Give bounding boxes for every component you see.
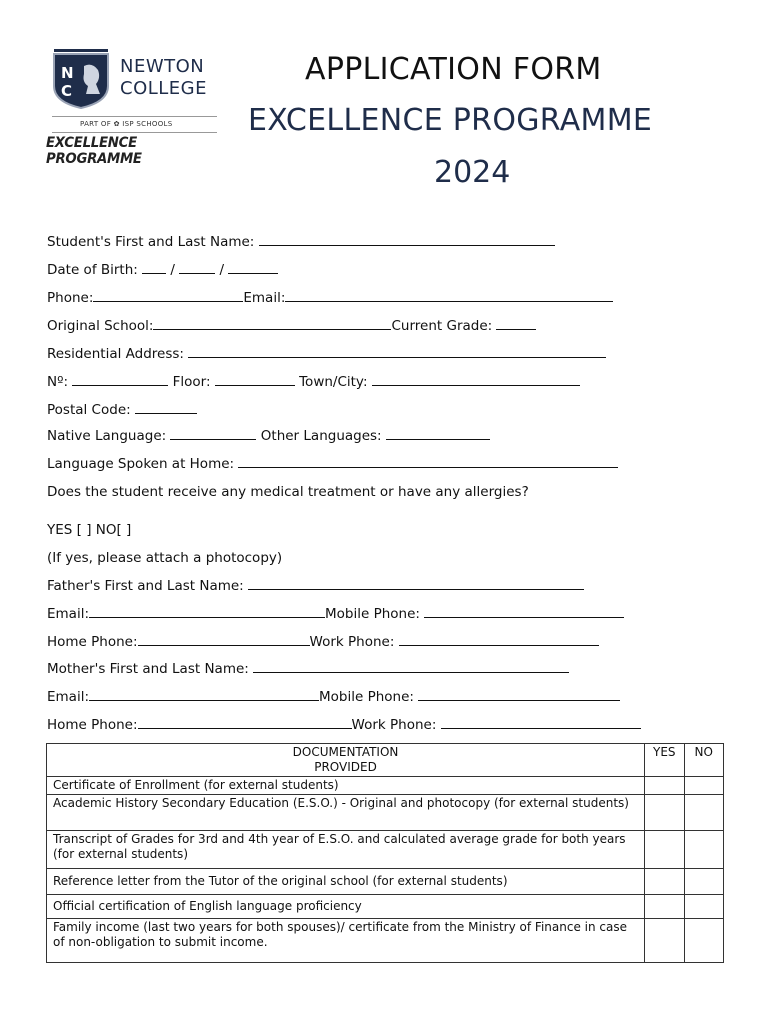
yes-checkbox[interactable]: [645, 777, 684, 795]
dob-year-field[interactable]: [228, 263, 278, 274]
floor-field[interactable]: [215, 375, 295, 386]
table-row: [47, 777, 724, 795]
doc-item: Family income (last two years for both spouses)/ certificate from the Ministry of Finance in case of non-obligation to submit income.: [47, 919, 645, 963]
native-language-field[interactable]: [170, 429, 256, 440]
yes-checkbox[interactable]: [645, 919, 684, 963]
shield-icon: [52, 48, 110, 110]
medical-question: Does the student receive any medical treatment or have any allergies?: [47, 484, 529, 500]
father-contact-row: [47, 606, 624, 622]
father-email-label: Email:: [47, 606, 90, 622]
student-name-row: [47, 234, 555, 250]
divider: [52, 132, 217, 133]
dob-month-field[interactable]: [179, 263, 215, 274]
current-grade-field[interactable]: [496, 319, 536, 330]
college-name: [120, 56, 207, 100]
floor-label: Floor:: [172, 374, 211, 390]
school-row: [47, 318, 536, 334]
father-mobile-label: Mobile Phone:: [325, 606, 420, 622]
no-checkbox[interactable]: [684, 795, 723, 831]
table-row: [47, 919, 724, 963]
no-checkbox[interactable]: [684, 777, 723, 795]
doc-item: Academic History Secondary Education (E.S.O.) - Original and photocopy (for external students): [47, 795, 645, 831]
father-phones-row: [47, 634, 599, 650]
year-title: 2024: [434, 155, 511, 190]
mother-email-field[interactable]: [89, 690, 319, 701]
native-language-label: Native Language:: [47, 428, 167, 444]
doc-item: Official certification of English language proficiency: [47, 895, 645, 919]
original-school-label: Original School:: [47, 318, 154, 334]
father-work-phone-field[interactable]: [399, 635, 599, 646]
contact-row: [47, 290, 613, 306]
residential-address-field[interactable]: [188, 347, 606, 358]
mother-name-row: [47, 661, 569, 677]
residential-address-label: Residential Address:: [47, 346, 184, 362]
father-name-row: [47, 578, 584, 594]
languages-row: [47, 428, 490, 444]
mother-name-label: Mother's First and Last Name:: [47, 661, 249, 677]
part-of-isp-schools: PART OF ✿ ISP SCHOOLS: [80, 120, 173, 128]
newton-college-logo: [46, 46, 222, 167]
mother-mobile-label: Mobile Phone:: [319, 689, 414, 705]
mother-home-phone-field[interactable]: [138, 718, 352, 729]
current-grade-label: Current Grade:: [391, 318, 493, 334]
mother-contact-row: [47, 689, 620, 705]
mother-work-phone-field[interactable]: [441, 718, 641, 729]
father-home-phone-field[interactable]: [138, 635, 310, 646]
postal-code-label: Postal Code:: [47, 402, 131, 418]
mother-name-field[interactable]: [253, 662, 569, 673]
svg-text:C: C: [61, 82, 73, 100]
address-detail-row: [47, 374, 580, 390]
father-home-phone-label: Home Phone:: [47, 634, 138, 650]
town-city-field[interactable]: [372, 375, 580, 386]
table-row: [47, 869, 724, 895]
yes-checkbox[interactable]: [645, 869, 684, 895]
mother-work-phone-label: Work Phone:: [351, 717, 437, 733]
student-name-label: Student's First and Last Name:: [47, 234, 255, 250]
postal-code-row: [47, 402, 197, 418]
dob-day-field[interactable]: [142, 263, 166, 274]
home-language-row: [47, 456, 618, 472]
mother-home-phone-label: Home Phone:: [47, 717, 138, 733]
number-label: Nº:: [47, 374, 69, 390]
father-mobile-field[interactable]: [424, 607, 624, 618]
medical-yes-no[interactable]: YES [ ] NO[ ]: [47, 522, 132, 538]
doc-item: Transcript of Grades for 3rd and 4th year of E.S.O. and calculated average grade for both years (for external students): [47, 831, 645, 869]
no-header: NO: [684, 744, 723, 777]
college-name-line2: COLLEGE: [120, 78, 207, 99]
other-languages-field[interactable]: [386, 429, 490, 440]
attach-note: (If yes, please attach a photocopy): [47, 550, 283, 566]
form-title: APPLICATION FORM: [305, 52, 602, 87]
dob-row: Date of Birth: / /: [47, 262, 278, 278]
dob-label: Date of Birth:: [47, 262, 138, 278]
mother-mobile-field[interactable]: [418, 690, 620, 701]
table-row: [47, 831, 724, 869]
home-language-field[interactable]: [238, 457, 618, 468]
excellence-programme-logotype: EXCELLENCE PROGRAMME: [46, 135, 142, 167]
doc-item: Reference letter from the Tutor of the original school (for external students): [47, 869, 645, 895]
yes-checkbox[interactable]: [645, 795, 684, 831]
postal-code-field[interactable]: [135, 403, 197, 414]
town-city-label: Town/City:: [299, 374, 368, 390]
other-languages-label: Other Languages:: [260, 428, 382, 444]
programme-title: EXCELLENCE PROGRAMME: [248, 103, 653, 138]
original-school-field[interactable]: [153, 319, 391, 330]
father-name-label: Father's First and Last Name:: [47, 578, 244, 594]
svg-text:N: N: [61, 64, 74, 82]
no-checkbox[interactable]: [684, 831, 723, 869]
phone-field[interactable]: [93, 291, 243, 302]
mother-email-label: Email:: [47, 689, 90, 705]
yes-checkbox[interactable]: [645, 895, 684, 919]
divider: [52, 116, 217, 117]
no-checkbox[interactable]: [684, 919, 723, 963]
email-field[interactable]: [285, 291, 613, 302]
doc-item: Certificate of Enrollment (for external students): [47, 777, 645, 795]
address-row: [47, 346, 606, 362]
student-name-field[interactable]: [259, 235, 555, 246]
table-header-row: [47, 744, 724, 777]
no-checkbox[interactable]: [684, 869, 723, 895]
college-name-line1: NEWTON: [120, 56, 205, 77]
yes-checkbox[interactable]: [645, 831, 684, 869]
table-row: [47, 795, 724, 831]
number-field[interactable]: [72, 375, 168, 386]
phone-label: Phone:: [47, 290, 94, 306]
father-work-phone-label: Work Phone:: [309, 634, 395, 650]
father-name-field[interactable]: [248, 579, 584, 590]
documentation-table: [46, 743, 724, 963]
email-label: Email:: [243, 290, 286, 306]
father-email-field[interactable]: [89, 607, 325, 618]
mother-phones-row: [47, 717, 641, 733]
documentation-header: DOCUMENTATION PROVIDED: [47, 744, 645, 777]
no-checkbox[interactable]: [684, 895, 723, 919]
yes-header: YES: [645, 744, 684, 777]
table-row: [47, 895, 724, 919]
home-language-label: Language Spoken at Home:: [47, 456, 235, 472]
